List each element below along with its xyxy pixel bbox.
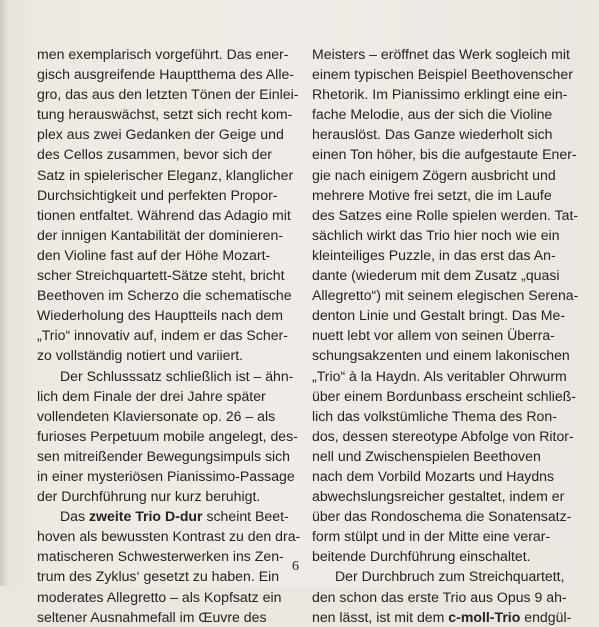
- text-line: schungsakzenten und einem lakonischen: [312, 347, 570, 364]
- text-line: abwechslungsreicher gestaltet, indem er: [312, 488, 565, 505]
- text-line: nell und Zwischenspielen Beethoven: [312, 447, 541, 464]
- text-line: der Durchführung nur kurz beruhigt.: [37, 488, 261, 505]
- text-run: scheint Beet-: [202, 508, 289, 525]
- text-line: einen Ton höher, bis die aufgestaute Ener-: [312, 146, 577, 163]
- text-line: über das Rondoschema die Sonatensatz-: [312, 508, 572, 525]
- text-line: herauslöst. Das Ganze wiederholt sich: [312, 126, 553, 143]
- text-line: den schon das erste Trio aus Opus 9 ah-: [312, 588, 567, 605]
- text-line: fache Melodie, aus der sich die Violine: [312, 106, 553, 123]
- page-number: 6: [292, 559, 299, 574]
- text-run: endgül-: [520, 608, 572, 625]
- text-line: nach dem Vorbild Mozarts und Haydns: [312, 467, 555, 484]
- left-text-column: [37, 44, 301, 627]
- text-line: dos, dessen stereotype Abfolge von Ritor-: [312, 427, 574, 444]
- text-line: scher Streichquartett-Sätze steht, bricht: [37, 267, 285, 284]
- text-line: denton Linie und Gestalt bringt. Das Me-: [312, 307, 566, 324]
- text-line: des Cellos zusammen, bevor sich der: [37, 146, 272, 163]
- text-line: lich dem Finale der drei Jahre später: [37, 387, 266, 404]
- text-line: furioses Perpetuum mobile angelegt, des-: [37, 427, 298, 444]
- text-line: Allegretto“) mit seinem elegischen Serena-: [312, 287, 579, 304]
- text-line: den Violine fast auf der Höhe Mozart-: [37, 246, 271, 263]
- text-line: tung herauswächst, setzt sich recht kom-: [37, 106, 293, 123]
- text-line: der innigen Kantabilität der dominieren-: [37, 226, 284, 243]
- text-line: sächlich wirkt das Trio hier noch wie ein: [312, 226, 560, 243]
- text-line: gisch ausgreifende Hauptthema des Alle-: [37, 66, 294, 83]
- text-line: plex aus zwei Gedanken der Geige und: [37, 126, 284, 143]
- text-line: matischeren Schwesterwerken ins Zen-: [37, 548, 284, 565]
- text-line: trum des Zyklus‘ gesetzt zu haben. Ein: [37, 568, 280, 585]
- text-line: Der Schlusssatz schließlich ist – ähn-: [60, 367, 294, 384]
- text-line: form stülpt und in der Mitte eine verar-: [312, 528, 551, 545]
- text-line: Beethoven im Scherzo die schematische: [37, 287, 292, 304]
- text-line: gie nach einigem Zögern ausbricht und: [312, 166, 556, 183]
- text-line: über einem Bordunbass erscheint schließ-: [312, 387, 576, 404]
- text-line: Rhetorik. Im Pianissimo erklingt eine ein-: [312, 86, 568, 103]
- text-line: Meisters – eröffnet das Werk sogleich mit: [312, 46, 570, 62]
- text-line: kleinteiliges Puzzle, in das erst das An-: [312, 246, 556, 263]
- text-line: beitende Durchführung einschaltet.: [312, 548, 531, 565]
- text-line: tionen entfaltet. Während das Adagio mit: [37, 206, 291, 223]
- text-run: nen lässt, ist mit dem: [312, 608, 449, 625]
- text-line: vollendeten Klaviersonate op. 26 – als: [37, 407, 276, 424]
- text-run: Das: [60, 508, 89, 525]
- text-line: Durchsichtigkeit und perfekten Propor-: [37, 186, 278, 203]
- text-line: mehrere Motive frei setzt, die im Laufe: [312, 186, 552, 203]
- text-line: „Trio“ à la Haydn. Als veritabler Ohrwurm: [312, 367, 567, 384]
- text-line: men exemplarisch vorgeführt. Das ener-: [37, 46, 289, 62]
- text-line: einem typischen Beispiel Beethovenscher: [312, 66, 573, 83]
- work-title-bold: c-moll-Trio: [448, 608, 521, 625]
- text-line: dante (wiederum mit dem Zusatz „quasi: [312, 267, 560, 284]
- text-line: sen mitreißender Bewegungsimpuls sich: [37, 447, 291, 464]
- text-line: Wiederholung des Hauptteils nach dem: [37, 307, 284, 324]
- text-line: lich das volkstümliche Thema des Ron-: [312, 407, 557, 424]
- text-line: seltener Ausnahmefall im Œuvre des: [37, 608, 267, 625]
- text-line: hoven als bewussten Kontrast zu den dra-: [37, 528, 301, 545]
- text-line: in einer mysteriösen Pianissimo-Passage: [37, 467, 295, 484]
- text-line: Satz in spielerischer Eleganz, klanglicher: [37, 166, 294, 183]
- text-line: „Trio“ innovativ auf, indem er das Scher-: [37, 327, 288, 344]
- text-line: des Satzes eine Rolle spielen werden. Tat-: [312, 206, 579, 223]
- text-line: Der Durchbruch zum Streichquartett,: [335, 568, 565, 585]
- page-edge-shadow: [0, 0, 8, 586]
- text-line: nuett lebt vor allem von seinen Überra-: [312, 327, 555, 344]
- right-text-column: [312, 44, 579, 627]
- text-line: [312, 607, 572, 627]
- text-line: moderates Allegretto – als Kopfsatz ein: [37, 588, 282, 605]
- text-line: [37, 506, 295, 526]
- work-title-bold: zweite Trio D-dur: [88, 508, 203, 525]
- text-line: gro, das aus den letzten Tönen der Einlei-: [37, 86, 299, 103]
- text-line: zo vollständig notiert und variiert.: [37, 347, 244, 364]
